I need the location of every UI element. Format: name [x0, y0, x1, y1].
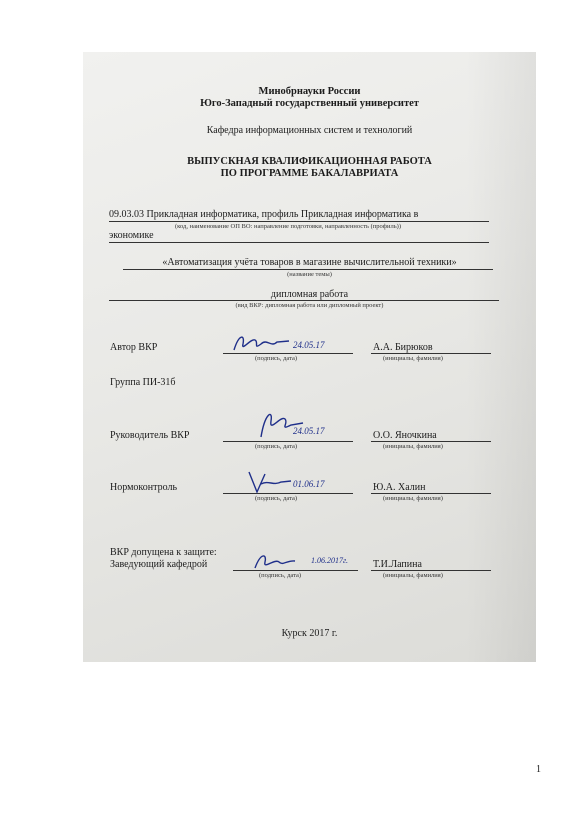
author-sig-caption: (подпись, дата)	[255, 355, 298, 362]
normcontrol-date: 01.06.17	[293, 479, 325, 489]
supervisor-sig-line	[223, 441, 353, 442]
normcontrol-name-line	[371, 493, 491, 494]
supervisor-date: 24.05.17	[293, 426, 325, 436]
city-year: Курск 2017 г.	[281, 628, 338, 639]
admission-label: Заведующий кафедрой	[110, 559, 208, 570]
author-name-caption: (инициалы, фамилия)	[383, 355, 443, 362]
admission-line1: ВКР допущена к защите:	[110, 547, 217, 558]
admission-name-line	[371, 570, 491, 571]
admission-date: 1.06.2017г.	[311, 556, 349, 565]
group-label: Группа ПИ-31б	[110, 377, 176, 388]
department: Кафедра информационных систем и технологий	[206, 125, 413, 136]
ministry: Минобрнауки России	[258, 86, 361, 97]
work-type-line2: ПО ПРОГРАММЕ БАКАЛАВРИАТА	[220, 168, 399, 179]
kind-value: дипломная работа	[270, 289, 349, 300]
program-line1: 09.03.03 Прикладная информатика, профиль Прикладная информатика в	[109, 209, 419, 220]
supervisor-label: Руководитель ВКР	[110, 430, 190, 441]
topic-underline	[123, 269, 493, 270]
program-underline	[109, 221, 489, 222]
program-underline-2	[109, 242, 489, 243]
supervisor-name-caption: (инициалы, фамилия)	[383, 443, 443, 450]
author-label: Автор ВКР	[110, 342, 158, 353]
admission-name: Т.И.Лапина	[373, 559, 422, 570]
normcontrol-sig-caption: (подпись, дата)	[255, 495, 298, 502]
admission-signature	[251, 548, 301, 574]
program-caption: (код, наименование ОП ВО: направление подготовки, направленность (профиль))	[175, 223, 401, 230]
supervisor-sig-caption: (подпись, дата)	[255, 443, 298, 450]
normcontrol-label: Нормоконтроль	[110, 482, 178, 493]
university: Юго-Западный государственный университет	[200, 98, 419, 109]
program-line2: экономике	[109, 230, 154, 241]
kind-underline	[109, 300, 499, 301]
kind-caption: (вид ВКР: дипломная работа или дипломный проект)	[235, 302, 384, 309]
document-photo	[83, 52, 536, 662]
normcontrol-name-caption: (инициалы, фамилия)	[383, 495, 443, 502]
supervisor-name: О.О. Яночкина	[373, 430, 437, 441]
normcontrol-name: Ю.А. Халин	[373, 482, 426, 493]
admission-sig-caption: (подпись, дата)	[259, 572, 302, 579]
topic-title: «Автоматизация учёта товаров в магазине вычислительной техники»	[162, 257, 457, 268]
page-number: 1	[536, 764, 541, 775]
supervisor-name-line	[371, 441, 491, 442]
work-type-line1: ВЫПУСКНАЯ КВАЛИФИКАЦИОННАЯ РАБОТА	[187, 156, 432, 167]
topic-caption: (название темы)	[287, 271, 332, 278]
author-name-line	[371, 353, 491, 354]
admission-name-caption: (инициалы, фамилия)	[383, 572, 443, 579]
author-name: А.А. Бирюков	[373, 342, 433, 353]
author-date: 24.05.17	[293, 340, 325, 350]
